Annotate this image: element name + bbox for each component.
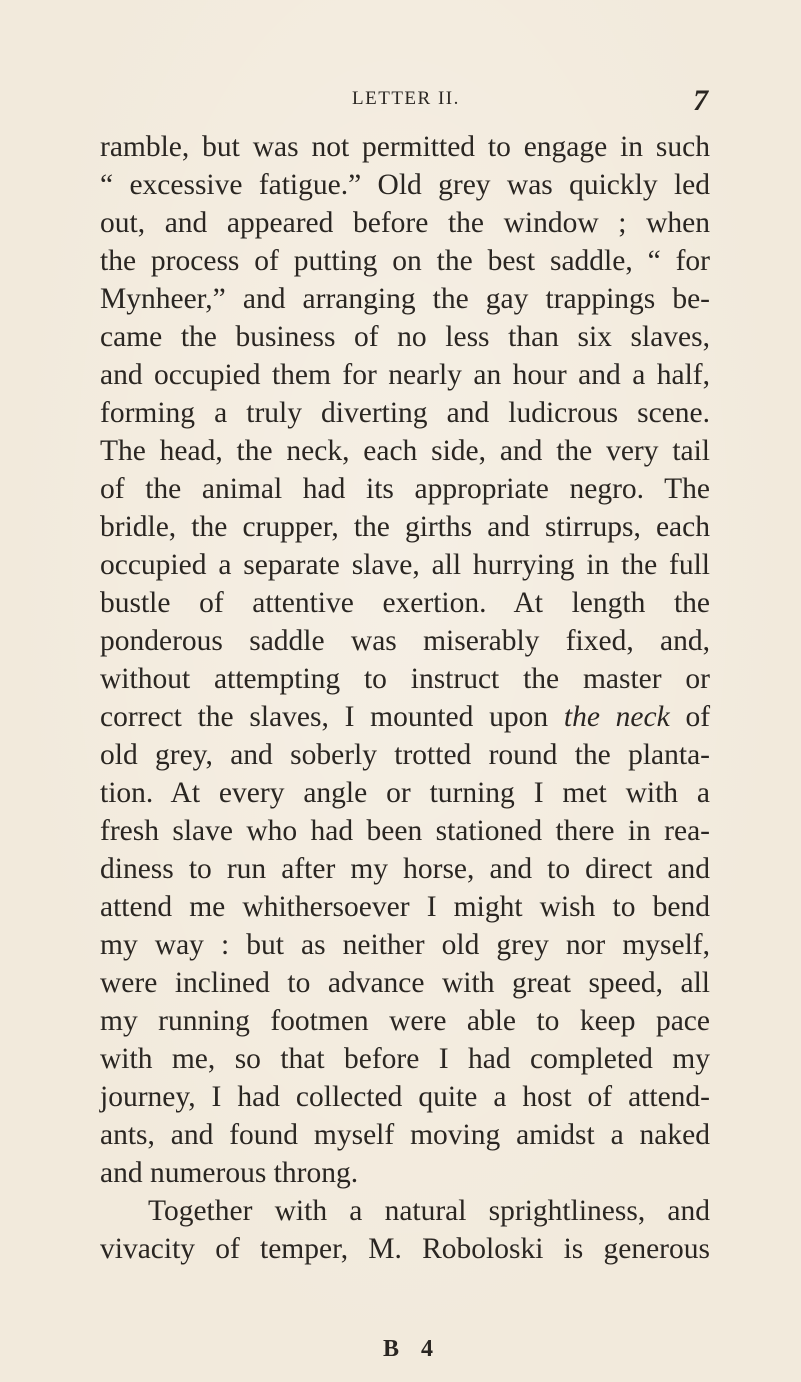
text-line-7: and occupied them for nearly an hour and a half, xyxy=(100,359,710,391)
text-line-16-start: correct the slaves, I mounted upon xyxy=(100,701,549,733)
text-line-17: old grey, and soberly trotted round the planta- xyxy=(100,739,710,771)
text-line-22: my way : but as neither old grey nor myself, xyxy=(100,929,710,961)
text-line-30: vivacity of temper, M. Roboloski is generous xyxy=(100,1233,710,1265)
text-line-16 xyxy=(100,698,710,736)
text-line-23: were inclined to advance with great speed, all xyxy=(100,967,710,999)
text-line-5: Mynheer,” and arranging the gay trappings be- xyxy=(100,283,710,315)
running-title: LETTER II. xyxy=(352,88,460,109)
text-line-21: attend me whithersoever I might wish to bend xyxy=(100,891,710,923)
text-line-13: bustle of attentive exertion. At length the xyxy=(100,587,710,619)
page-number: 7 xyxy=(693,84,708,117)
text-line-16-end: of xyxy=(685,701,711,733)
text-line-4: the process of putting on the best saddle, “ for xyxy=(100,245,710,277)
text-line-15: without attempting to instruct the master or xyxy=(100,663,710,695)
text-line-24: my running footmen were able to keep pace xyxy=(100,1005,710,1037)
text-line-26: journey, I had collected quite a host of attend- xyxy=(100,1081,710,1113)
text-line-11: bridle, the crupper, the girths and stirrups, each xyxy=(100,511,710,543)
text-line-3: out, and appeared before the window ; when xyxy=(100,207,710,239)
text-line-25: with me, so that before I had completed my xyxy=(100,1043,710,1075)
text-line-9: The head, the neck, each side, and the very tail xyxy=(100,435,710,467)
text-line-2: “ excessive fatigue.” Old grey was quickly led xyxy=(100,169,710,201)
text-line-28: and numerous throng. xyxy=(100,1157,359,1189)
text-line-19: fresh slave who had been stationed there in rea- xyxy=(100,815,710,847)
italic-phrase: the neck xyxy=(563,701,670,733)
text-line-6: came the business of no less than six slaves, xyxy=(100,321,710,353)
text-line-29: Together with a natural sprightliness, and xyxy=(148,1195,710,1227)
text-line-14: ponderous saddle was miserably fixed, and, xyxy=(100,625,710,657)
signature-mark: B 4 xyxy=(383,1336,442,1362)
text-line-10: of the animal had its appropriate negro. The xyxy=(100,473,710,505)
text-line-12: occupied a separate slave, all hurrying in the full xyxy=(100,549,710,581)
text-line-27: ants, and found myself moving amidst a naked xyxy=(100,1119,710,1151)
text-line-20: diness to run after my horse, and to direct and xyxy=(100,853,710,885)
text-line-18: tion. At every angle or turning I met with a xyxy=(100,777,710,809)
running-head xyxy=(0,84,801,118)
text-line-1: ramble, but was not permitted to engage in such xyxy=(100,131,710,163)
text-line-8: forming a truly diverting and ludicrous scene. xyxy=(100,397,710,429)
